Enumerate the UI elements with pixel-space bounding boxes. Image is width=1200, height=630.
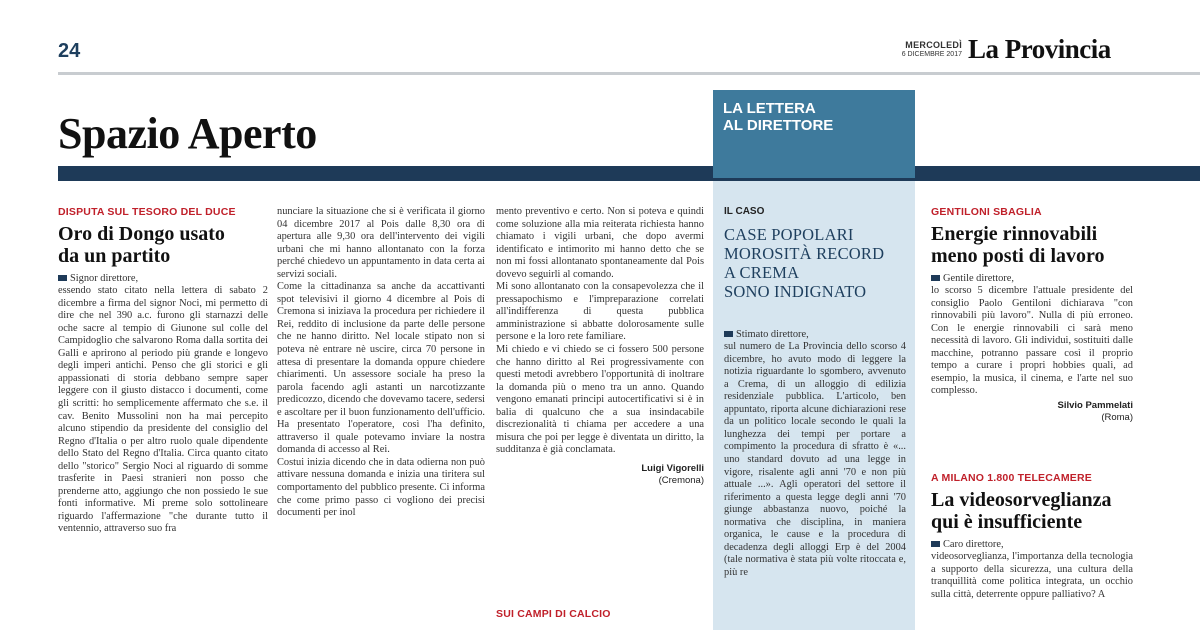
body-paragraph: mento preventivo e certo. Non si poteva e quindi come soluzione alla mia reiterata richiesta hanno chiamato i vigili urbani, che dopo avermi identificato e intimorito mi hanno detto che se non mi fossi allontanato spontaneamente dal Pois dovevo seguirli al comando.: [496, 206, 704, 280]
newspaper-masthead: La Provincia: [968, 34, 1111, 64]
letter-kicker: IL CASO: [724, 206, 765, 217]
headline-line: qui è insufficiente: [931, 510, 1083, 533]
article-headline: [58, 223, 268, 267]
square-bullet-icon: [931, 275, 940, 281]
salutation: Gentile direttore,: [943, 272, 1014, 284]
square-bullet-icon: [724, 331, 733, 337]
letter-article: [724, 206, 906, 630]
article-headline: [931, 223, 1133, 267]
section-band: [58, 166, 1200, 181]
letter-tab: [713, 90, 915, 178]
salutation: Signor direttore,: [70, 272, 139, 284]
article-dongo: [58, 206, 268, 630]
date: 6 DICEMBRE 2017: [901, 51, 962, 58]
article-pois-cont: [496, 206, 704, 596]
letter-tab-line1: LA LETTERA: [723, 100, 816, 117]
square-bullet-icon: [931, 541, 940, 547]
body-paragraph: nunciare la situazione che si è verificata il giorno 04 dicembre 2017 al Pois dalle 8,30 ora di apertura alle 9,30 ora dell'intervento dei vigili urbani che mi hanno allontanato con la forza perché chiedevo un appuntamento in data certa ai servizi sociali.: [277, 206, 485, 280]
salutation: Stimato direttore,: [736, 328, 809, 340]
salutation: Caro direttore,: [943, 538, 1004, 550]
body-paragraph: Mi chiedo e vi chiedo se ci fossero 500 persone che hanno diritto al Rei progressivamente con questi metodi avrebbero l'opportunità di inoltrare la domanda più o meno tra un anno. Quando vengono emanati principi autocertificativi si è in balia di qualcuno che a sua insindacabile discrezionalità ti chiama per accedere a una misura che poi per legge è diventata un diritto, la sudditanza è già conclamata.: [496, 344, 704, 456]
body-text: lo scorso 5 dicembre l'attuale presidente del consiglio Paolo Gentiloni dichiarava "con rinnovabili più lavoro". Nulla di più erroneo. Con le energie rinnovabili ci sarà meno necessità di lavoro. Gli individui, sostituiti dalle macchine, potranno passare così il proprio tempo a curare i propri hobbies quali, ad esempio, la musica, il cinema, e l'arte nel suo complesso.: [931, 285, 1133, 397]
article-gentiloni: [931, 206, 1133, 456]
article-headline: [931, 489, 1133, 533]
signature-place: (Cremona): [658, 474, 704, 486]
title-line: CASE POPOLARI: [724, 224, 854, 244]
signature-place: (Roma): [1101, 412, 1133, 424]
title-line: A CREMA: [724, 262, 800, 282]
letter-body: [724, 329, 906, 580]
header-divider: [58, 72, 1200, 75]
headline-line: da un partito: [58, 244, 171, 267]
body-text: sul numero de La Provincia dello scorso 4 dicembre, ho avuto modo di leggere la notizia riguardante lo sgombero, avvenuto a Crema, di un alloggio di edilizia residenziale pubblica. L'articolo, ben appuntato, riporta alcune dichiarazioni rese da un politico locale secondo le quali la lunghezza dei tempi per portare a compimento la procedura di sfratto è «... uno standard dovuto ad una legge in vigore, risalente agli anni '70 e non più attuale ...». Agli operatori del settore il riferimento a questa legge degli anni '70 giunge abbastanza nuovo, poiché la normativa che disciplina, in maniera organica, le cause e la procedura di decadenza degli alloggi Erp è del 2004 (tale normativa è stata più volte ritoccata e, più re: [724, 341, 906, 578]
signature-name: Silvio Pammelati: [1057, 400, 1133, 412]
signature-name: Luigi Vigorelli: [641, 462, 704, 474]
headline-line: Energie rinnovabili: [931, 222, 1098, 245]
body-text: videosorveglianza, l'importanza della tecnologia a supporto della sicurezza, una cultura della tranquillità come politica integrata, un occhio sulla città, deterrente oppure palliativo? A: [931, 551, 1133, 600]
body-text: essendo stato citato nella lettera di sabato 2 dicembre a firma del signor Noci, mi permetto di dire che nel 390 a.c. furono gli starnazzi delle oche sacre al tempio di Giunone sul colle del Campidoglio che salvarono Roma dalla sortita dei Galli e aprirono al periodo più grande e longevo degli imperi antichi. Penso che gli storici e gli appassionati di storia debbano sempre saper leggere con il giusto distacco i documenti, come gli scritti: ho semplicemente affermato che s.e. il cav. Benito Mussolini non ha mai percepito alcuno stipendio da presidente del consiglio del Regno d'Italia o per altro ruolo quale dipendente dello Stato del Regno d'Italia. Circa quanto citato dello "storico" Sergio Noci al riguardo di somme trasferite in Paesi stranieri non posso che prenderne atto, aggiungo che non possiedo le sue fonti informative. Mi preme solo sottolineare riguardo l'affermazione "che durante tutto il ventennio, attraverso suo fra: [58, 285, 268, 535]
article-kicker: DISPUTA SUL TESORO DEL DUCE: [58, 206, 236, 218]
title-line: SONO INDIGNATO: [724, 281, 867, 301]
body-paragraph: Mi sono allontanato con la consapevolezza che il pressapochismo e l'impreparazione correlati all'indifferenza di questa pubblica amministrazione si abbatte dolorosamente sulle persone e la loro rete familiare.: [496, 281, 704, 343]
page-number: 24: [58, 40, 81, 62]
letter-tab-line2: AL DIRETTORE: [723, 117, 834, 134]
headline-line: meno posti di lavoro: [931, 244, 1105, 267]
weekday: MERCOLEDÌ: [905, 40, 962, 50]
headline-line: Oro di Dongo usato: [58, 222, 225, 245]
letter-title: [724, 225, 906, 301]
title-line: MOROSITÀ RECORD: [724, 243, 885, 263]
date-block: [872, 40, 962, 60]
article-body: [931, 539, 1133, 602]
article-kicker: A MILANO 1.800 TELECAMERE: [931, 472, 1092, 484]
article-body: [931, 273, 1133, 398]
body-paragraph: Costui inizia dicendo che in data odierna non può attivare nessuna domanda e inizia una tiritera sul comportamento del pubblico presente. Ci informa che come primo passo ci vogliono dei precisi documenti per inol: [277, 456, 485, 519]
article-pois: [277, 206, 485, 630]
article-videosorveglianza: [931, 472, 1133, 630]
headline-line: La videosorveglianza: [931, 488, 1112, 511]
article-kicker: GENTILONI SBAGLIA: [931, 206, 1042, 218]
signature: [496, 463, 704, 487]
section-title: Spazio Aperto: [58, 109, 317, 158]
square-bullet-icon: [58, 275, 67, 281]
body-paragraph: Come la cittadinanza sa anche da accattivanti spot televisivi il giorno 4 dicembre al Pois di Cremona si iniziava la procedura per richiedere il Rei, reddito di inclusione da parte delle persone che ne hanno diritto. Nel locale stipato non si poteva nè entrare nè uscire, circa 70 persone in attesa di presentare la domanda oppure chiedere chiarimenti. Un assessore sociale ha preso la parola facendo agli astanti un narcotizzante predicozzo, dicendo che dovevamo tacere, sedersi e ascoltare per il buon funzionamento dell'ufficio. Ha presentato l'operatore, così l'ha definito, attraverso il quale potevamo inviare la nostra domanda di accesso al Rei.: [277, 281, 485, 456]
next-article-kicker: SUI CAMPI DI CALCIO: [496, 608, 611, 620]
article-body: [58, 273, 268, 536]
signature: [931, 400, 1133, 424]
